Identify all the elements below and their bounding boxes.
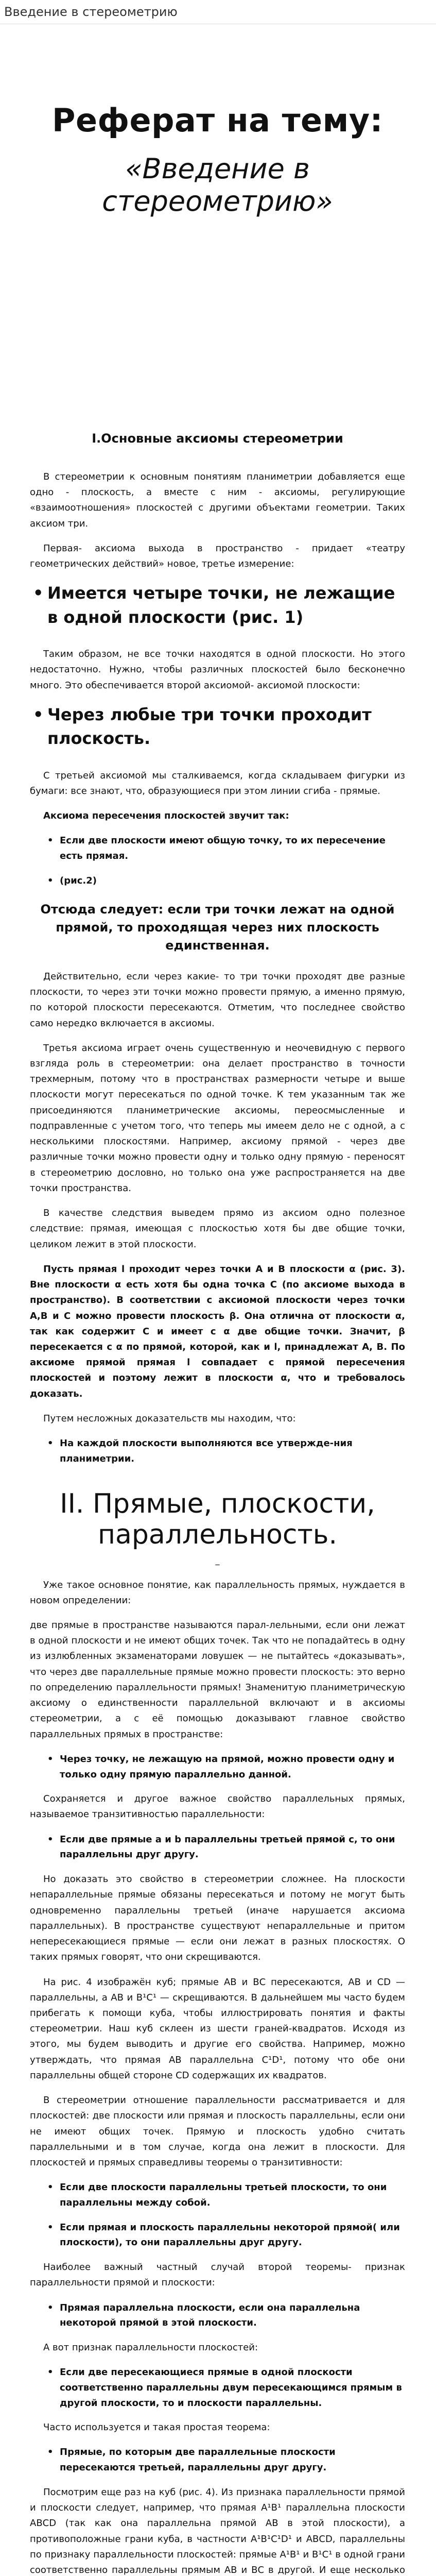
paragraph-8: Пусть прямая l проходит через точки А и В плоскости α (рис. 3). Вне плоскости α есть хотя бы одна точка С (по аксиоме выхода в пространство). В соответствии с аксиомой плоскости через точки А,В и С можно провести плоскость β. Она отлична от плоскости α, так как содержит С и имеет с α две общие точки. Значит, β пересекается с α по прямой, которой, как и l, принадлежат А, В. По аксиоме прямой прямая l совпадает с прямой пересечения плоскостей и поэтому лежит в плоскости α, что и требовалось доказать.: [30, 1263, 405, 1399]
paragraph-7: В качестве следствия выведем прямо из аксиом одно полезное следствие: прямая, имеющая с плоскостью хотя бы две общие точки, целиком лежит в этой плоскости.: [30, 1208, 405, 1250]
title-gap: [30, 217, 405, 431]
section-2-marker: _: [215, 1555, 220, 1565]
paragraph-9: Путем несложных доказательств мы находим, что:: [43, 1413, 296, 1424]
window-title: Введение в стереометрию: [4, 5, 178, 19]
paragraph-13: Но доказать это свойство в стереометрии сложнее. На плоскости непараллельные прямые обязаны пересекаться и потому не могут быть одновременно параллельны третьей (иначе нарушается аксиома параллельных). В пространстве существуют непараллельные и притом непересекающиеся прямые — если они лежат в разных плоскостях. О таких прямых говорят, что они скрещиваются.: [30, 1874, 405, 1963]
paragraph-12: Сохраняется и другое важное свойство параллельных прямых, называемое транзитивностью параллельности:: [30, 1793, 405, 1820]
document-title-main: Реферат на тему:: [52, 101, 383, 139]
planimetry-bullet: • На каждой плоскости выполняются все утвержде-ния планиметрии.: [60, 1436, 405, 1466]
transitivity-bullet-1: • Если две плоскости параллельны третьей плоскости, то они параллельны между собой.: [60, 2180, 405, 2210]
axiom-bullet-4: • (рис.2): [60, 873, 405, 889]
paragraph-10: Уже такое основное понятие, как параллельность прямых, нуждается в новом определении:: [30, 1579, 405, 1606]
parallel-planes-theorem-bullet: • Прямые, по которым две параллельные плоскости пересекаются третьей, параллельны друг другу.: [60, 2445, 405, 2475]
window-titlebar: [0, 0, 436, 24]
paragraph-11: две прямые в пространстве называются парал-лельными, если они лежат в одной плоскости и не имеют общих точек. Так что не попадайтесь в одну из излюбленных экзаменаторами ловушек — не пытайтесь «доказывать», что через две параллельные прямые можно провести плоскость: это верно по определению параллельности прямых! Знаменитую планиметрическую аксиому о единственности параллельной включают и в аксиомы стереометрии, а с её помощью доказывают главное свойство параллельных прямых в пространстве:: [30, 1620, 405, 1740]
parallel-bullet-2: • Если две прямые а и b параллельны третьей прямой с, то они параллельны друг другу.: [60, 1832, 405, 1862]
axiom-bullet-1: • Имеется четыре точки, не лежащие в одной плоскости (рис. 1): [47, 581, 405, 629]
paragraph-6: Третья аксиома играет очень существенную и неочевидную с первого взгляда роль в стереометрии: она делает пространство в точности трехмерным, потому что в пространствах размерности четыре и выше плоскости могут пересекаться по одной точке. К тем указанным так же присоединяются планиметрические аксиомы, переосмысленные и подправленные с учетом того, что теперь мы имеем дело не с одной, а с несколькими плоскостями. Например, аксиому прямой - через две различные точки можно провести одну и только одну прямую - переносят в стереометрию дословно, но только она уже распространяется на две точки пространства.: [30, 1042, 405, 1194]
paragraph-3: Таким образом, не все точки находятся в одной плоскости. Но этого недостаточно. Нужно, чтобы различных плоскостей было бесконечно много. Это обеспечивается второй аксиомой- аксиомой плоскости:: [30, 649, 405, 691]
paragraph-17: А вот признак параллельности плоскостей:: [43, 2342, 258, 2353]
paragraph-4: С третьей аксиомой мы сталкиваемся, когда складываем фигурки из бумаги: все знают, что, образующиеся при этом линии сгиба - прямые.: [30, 770, 405, 796]
axiom-bullet-2: • Через любые три точки проходит плоскость.: [47, 703, 405, 751]
paragraph-14: На рис. 4 изображён куб; прямые АВ и ВС пересекаются, АВ и СD — параллельны, а АВ и В¹С¹ — скрещиваются. В дальнейшем мы часто будем прибегать к помощи куба, чтобы иллюстрировать понятия и факты стереометрии. Наш куб склеен из шести граней-квадратов. Исходя из этого, мы будем выводить и другие его свойства. Например, можно утверждать, что прямая АВ параллельна С¹D¹, потому что обе они параллельны общей стороне СD содержащих их квадратов.: [30, 1976, 405, 2081]
section-1-heading: I.Основные аксиомы стереометрии: [92, 431, 343, 446]
plane-parallel-bullet: • Если две пересекающиеся прямые в одной плоскости соответственно параллельны двум пересекающимся прямым в другой плоскости, то и плоскости параллельны.: [60, 2365, 405, 2411]
transitivity-bullet-2: • Если прямая и плоскость параллельны некоторой прямой( или плоскости), то они параллельны друг другу.: [60, 2220, 405, 2250]
document-content: [0, 101, 436, 2576]
paragraph-19: Посмотрим еще раз на куб (рис. 4). Из признака параллельности прямой и плоскости следует, например, что прямая А¹В¹ параллельна плоскости АВСD (так как она параллельна прямой АВ в этой плоскости), а противоположные грани куба, в частности А¹В¹С¹D¹ и АВСD, параллельны по признаку параллельности плоскостей: прямые А¹В¹ и В¹С¹ в одной грани соответственно параллельны прямым АВ и ВС в другой. И еще несколько: [30, 2486, 405, 2575]
corollary-statement: Отсюда следует: если три точки лежат на одной прямой, то проходящая через них плоскость единственная.: [40, 902, 395, 953]
document-title-sub: «Введение в стереометрию»: [102, 152, 333, 217]
axiom-bullet-3: • Если две плоскости имеют общую точку, то их пересечение есть прямая.: [60, 833, 405, 863]
section-2-heading: II. Прямые, плоскости, параллельность.: [60, 1488, 375, 1550]
line-plane-parallel-bullet: • Прямая параллельна плоскости, если она параллельна некоторой прямой в этой плоскости.: [60, 2300, 405, 2331]
paragraph-18: Часто используется и такая простая теорема:: [43, 2422, 270, 2433]
paragraph-1: В стереометрии к основным понятиям планиметрии добавляется еще одно - плоскость, а вместе с ним - аксиомы, регулирующие «взаимоотношения» плоскостей с другими объектами геометрии. Таких аксиом три.: [30, 471, 405, 529]
paragraph-15: В стереометрии отношение параллельности рассматривается и для плоскостей: две плоскости или прямая и плоскость параллельны, если они не имеют общих точек. Прямую и плоскость удобно считать параллельными и в том случае, когда она лежит в плоскости. Для плоскостей и прямых справедливы теоремы о транзитивности:: [30, 2095, 405, 2168]
paragraph-2: Первая- аксиома выхода в пространство - придает «театру геометрических действий» новое, третье измерение:: [30, 543, 405, 570]
paragraph-axiom-intersection: Аксиома пересечения плоскостей звучит так:: [43, 810, 289, 822]
paragraph-5: Действительно, если через какие- то три точки проходят две разные плоскости, то через эти точки можно провести прямую, а именно прямую, по которой плоскости пересекаются. Отметим, что последнее свойство само нередко включается в аксиомы.: [30, 971, 405, 1029]
paragraph-16: Наиболее важный частный случай второй теоремы- признак параллельности прямой и плоскости:: [30, 2262, 405, 2289]
parallel-bullet-1: • Через точку, не лежащую на прямой, можно провести одну и только одну прямую параллельно данной.: [60, 1752, 405, 1782]
